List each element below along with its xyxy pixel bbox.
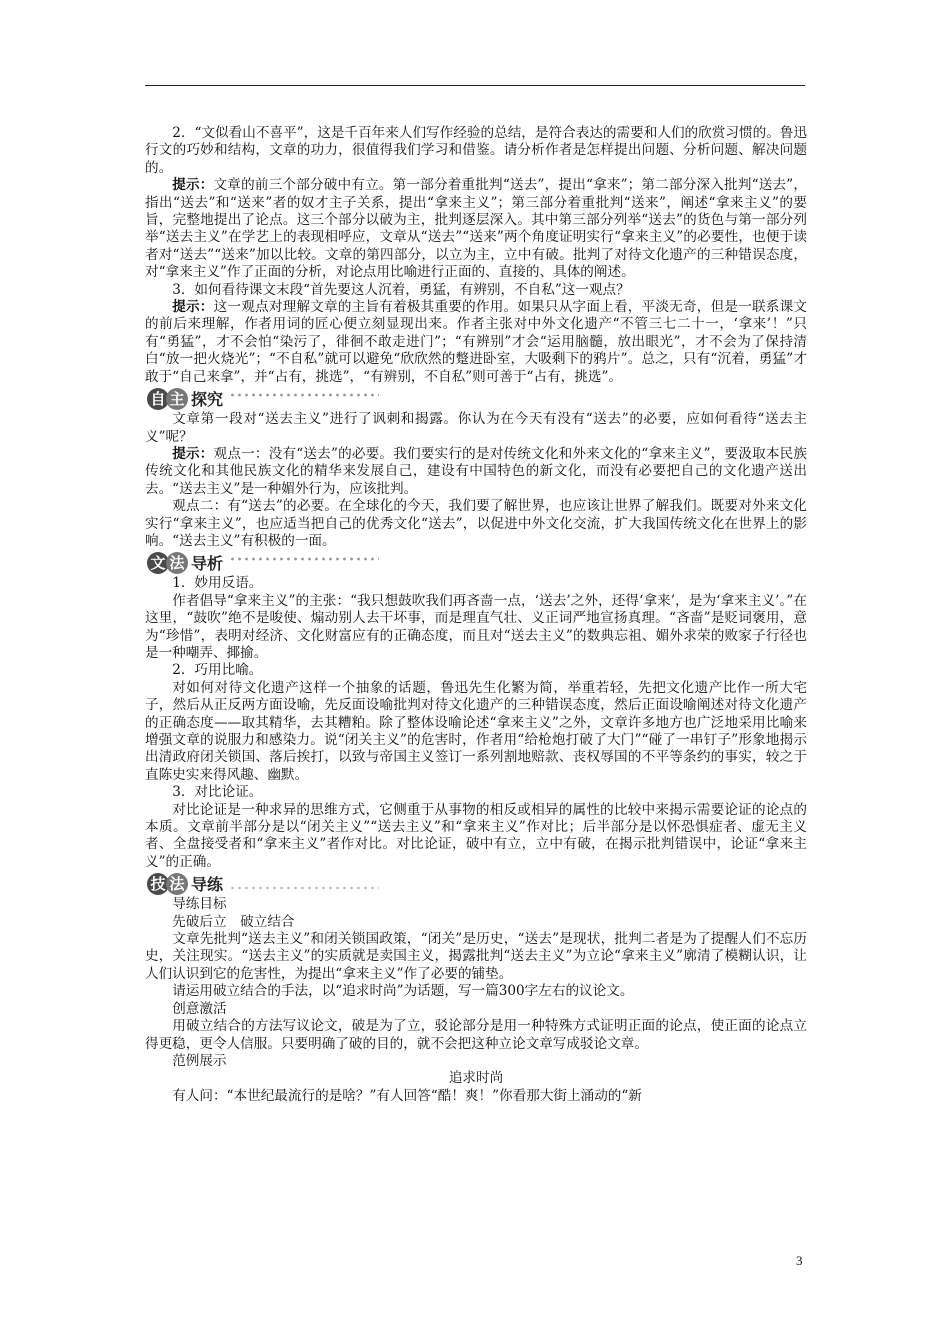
section-badge	[147, 873, 188, 895]
hint-label: 提示：	[172, 445, 214, 462]
badge-char-1: 技	[147, 873, 169, 895]
hint-text: 文章的前三个部分破中有立。第一部分着重批判“送去”，提出“拿来”；第二部分深入批判“送去”，指出“送去”和“送来”者的奴才主子关系，提出“拿来主义”；第三部分着重批判“送来”，阐述“拿来主义”的要旨，完整地提出了论点。这三个部分以破为主，批判逐层深入。其中第三部分列举“送去”的货色与第一部分列举“送去主义”在学艺上的表现相呼应，文章从“送去”“送来”两个角度证明实行“拿来主义”的必要性，也便于读者对“送去”“送来”加以比较。文章的第四部分，以立为主，立中有破。批判了对待文化遗产的三种错误态度，对“拿来主义”作了正面的分析，对论点用比喻进行正面的、直接的、具体的阐述。	[145, 177, 808, 281]
inspire-label: 创意激活	[172, 1000, 227, 1017]
practice-task: 请运用破立结合的手法，以“追求时尚”为话题，写一篇300字左右的议论文。	[172, 983, 634, 1000]
hint-label: 提示：	[172, 299, 214, 316]
badge-char-2: 主	[166, 388, 188, 410]
example-label: 范例展示	[172, 1052, 227, 1069]
section-heading-zizhu-tanjiu	[147, 386, 807, 411]
dotted-divider	[229, 556, 379, 562]
page-body	[145, 125, 807, 1105]
header-rule	[145, 85, 805, 86]
hint-text: 这一观点对理解文章的主旨有着极其重要的作用。如果只从字面上看，平淡无奇，但是一联系课文的前后来理解，作者用词的匠心便立刻显现出来。作者主张对中外文化遗产“不管三七二十一，‘拿来’！”只有“勇猛”，才不会怕“染污了，徘徊不敢走进门”；“有辨别”才会“运用脑髓，放出眼光”，才不会为了保持清白“放一把火烧光”；“不自私”就可以避免“欣欣然的蹩进卧室，大吸剩下的鸦片”。总之，只有“沉着，勇猛”才敢于“自己来拿”，并“占有，挑选”，“有辨别，不自私”则可善于“占有，挑选”。	[145, 299, 808, 385]
hint-text: 观点一：没有“送去”的必要。我们要实行的是对传统文化和外来文化的“拿来主义”，要汲取本民族传统文化和其他民族文化的精华来发展自己，建设有中国特色的新文化，而没有必要把自己的文化遗产送出去。“送去主义”是一种媚外行为，应该批判。	[145, 445, 808, 497]
badge-char-1: 自	[147, 388, 169, 410]
section-badge	[147, 388, 188, 410]
explore-view-2: 观点二：有“送去”的必要。在全球化的今天，我们要了解世界，也应该让世界了解我们。既要对外来文化实行“拿来主义”，也应适当把自己的优秀文化“送去”，以促进中外文化交流，扩大我国传统文化在世界上的影响。“送去主义”有积极的一面。	[145, 498, 807, 549]
badge-char-2: 法	[166, 552, 188, 574]
explore-question: 文章第一段对“送去主义”进行了讽刺和揭露。你认为在今天有没有“送去”的必要，应如何看待“送去主义”呢？	[145, 411, 807, 445]
hint-label: 提示：	[172, 177, 214, 194]
analysis-item-2-title: 2．巧用比喻。	[172, 662, 263, 679]
practice-goal-title: 先破后立 破立结合	[172, 913, 295, 930]
analysis-item-1-title: 1．妙用反语。	[172, 575, 263, 592]
analysis-item-2: 对如何对待文化遗产这样一个抽象的话题，鲁迅先生化繁为简，举重若轻，先把文化遗产比作一所大宅子，然后从正反两方面设喻，先反面设喻批判对待文化遗产的三种错误态度，然后正面设喻阐述对待文化遗产的正确态度——取其精华，去其糟粕。除了整体设喻论述“拿来主义”之外，文章许多地方也广泛地采用比喻来增强文章的说服力和感染力。说“闭关主义”的危害时，作者用“给枪炮打破了大门”“碰了一串钉子”形象地揭示出清政府闭关锁国、落后挨打，以致与帝国主义签订一系列割地赔款、丧权辱国的不平等条约的事实，较之于直陈史实来得风趣、幽默。	[145, 679, 807, 783]
practice-goal-text: 文章先批判“送去主义”和闭关锁国政策，“闭关”是历史，“送去”是现状，批判二者是为了提醒人们不忘历史，关注现实。“送去主义”的实质就是卖国主义，揭露批判“送去主义”为立论“拿来主义”廓清了模糊认识，让人们认识到它的危害性，为提出“拿来主义”作了必要的铺垫。	[145, 931, 807, 982]
explore-hint	[145, 446, 807, 498]
question-2: 2．“文似看山不喜平”，这是千百年来人们写作经验的总结，是符合表达的需要和人们的欣赏习惯的。鲁迅行文的巧妙和结构，文章的功力，很值得我们学习和借鉴。请分析作者是怎样提出问题、分析问题、解决问题的。	[145, 125, 807, 176]
section-badge	[147, 552, 188, 574]
practice-goal-label: 导练目标	[172, 896, 227, 913]
hint-3	[145, 299, 807, 386]
section-title: 探究	[191, 390, 224, 410]
section-title: 导析	[191, 554, 224, 574]
question-3: 3．如何看待课文末段“首先要这人沉着，勇猛，有辨别，不自私”这一观点？	[172, 281, 630, 298]
section-heading-wenfa-daoxi	[147, 550, 807, 575]
dotted-divider	[229, 885, 379, 891]
essay-start: 有人问：“本世纪最流行的是啥？”有人回答“酷！爽！”你看那大街上涌动的“新	[172, 1087, 642, 1104]
inspire-text: 用破立结合的方法写议论文，破是为了立，驳论部分是用一种特殊方式证明正面的论点，使正面的论点立得更稳，更令人信服。只要明确了破的目的，就不会把这种立论文章写成驳论文章。	[145, 1018, 807, 1052]
essay-title: 追求时尚	[448, 1070, 504, 1087]
analysis-item-3-title: 3．对比论证。	[172, 784, 263, 801]
section-title: 导练	[191, 875, 224, 895]
analysis-item-3: 对比论证是一种求异的思维方式，它侧重于从事物的相反或相异的属性的比较中来揭示需要论证的论点的本质。文章前半部分是以“闭关主义”“送去主义”和“拿来主义”作对比；后半部分是以怀恐惧症者、虚无主义者、全盘接受者和“拿来主义”者作对比。对比论证，破中有立，立中有破，在揭示批判错误中，论证“拿来主义”的正确。	[145, 801, 807, 870]
badge-char-2: 法	[166, 873, 188, 895]
badge-char-1: 文	[147, 552, 169, 574]
analysis-item-1: 作者倡导“拿来主义”的主张：“我只想鼓吹我们再吝啬一点，‘送去’之外，还得‘拿来’，是为‘拿来主义’。”在这里，“鼓吹”绝不是唆使、煽动别人去干坏事，而是理直气壮、义正词严地宣扬真理。“吝啬”是贬词褒用，意为“珍惜”，表明对经济、文化财富应有的正确态度，而且对“送去主义”的数典忘祖、媚外求荣的败家子行径也是一种嘲弄、揶揄。	[145, 592, 807, 661]
page-number: 3	[796, 1253, 803, 1268]
hint-2	[145, 177, 807, 281]
section-heading-jifa-daolian	[147, 871, 807, 896]
dotted-divider	[229, 392, 379, 398]
